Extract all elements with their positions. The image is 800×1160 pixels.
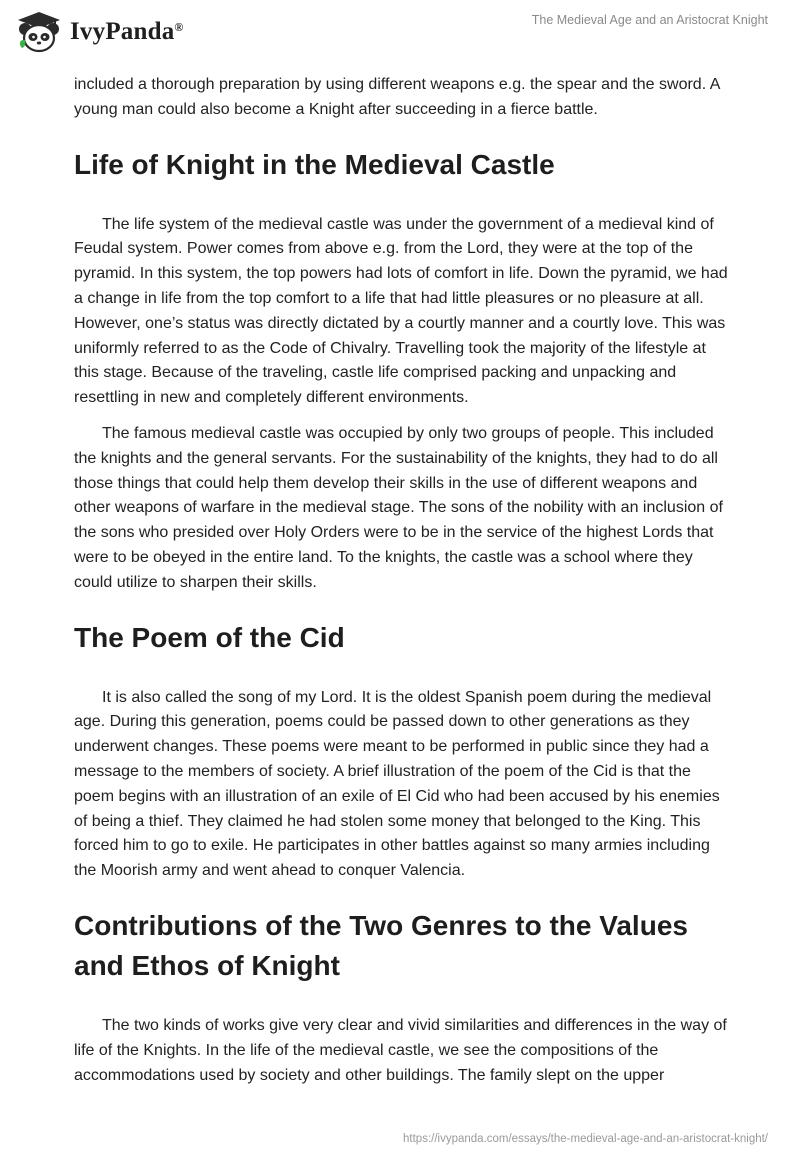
- registered-mark: ®: [174, 20, 184, 34]
- panda-logo-icon: [14, 10, 64, 54]
- document-title: The Medieval Age and an Aristocrat Knight: [531, 13, 768, 27]
- intro-paragraph: included a thorough preparation by using different weapons e.g. the spear and the sword. A young man could also become a Knight after succeeding in a fierce battle.: [74, 76, 720, 118]
- paragraph: The life system of the medieval castle was under the government of a medieval kind of Feudal system. Power comes from above e.g. from the Lord, they were at the top of the pyramid. In this system, the top powers had lots of comfort in life. Down the pyramid, we had a change in life from the top comfort to a life that had little pleasures or no pleasure at all. However, one’s status was directly dictated by a courtly manner and a courtly love. This was uniformly referred to as the Code of Chivalry. Travelling took the majority of the lifestyle at this stage. Because of the traveling, castle life comprised packing and unpacking and resettling in new and completely different environments.: [74, 215, 728, 407]
- paragraph: The two kinds of works give very clear and vivid similarities and differences in the way of life of the Knights. In the life of the medieval castle, we see the compositions of the accommodations used by society and other buildings. The family slept on the upper: [74, 1016, 727, 1084]
- footer-url-link[interactable]: https://ivypanda.com/essays/the-medieval-age-and-an-aristocrat-knight/: [403, 1133, 768, 1145]
- section-heading-poem-of-cid: The Poem of the Cid: [74, 621, 345, 653]
- essay-content: [74, 73, 734, 1099]
- paragraph: The famous medieval castle was occupied by only two groups of people. This included the knights and the general servants. For the sustainability of the knights, they had to do all those things that could help them develop their skills in the use of different weapons and other weapons of warfare in the medieval stage. The sons of the nobility with an inclusion of the sons who presided over Holy Orders were to be in the service of the highest Lords that were to be obeyed in the entire land. To the knights, the castle was a school where they could utilize to sharpen their skills.: [74, 424, 723, 591]
- paragraph: It is also called the song of my Lord. It is the oldest Spanish poem during the medieval age. During this generation, poems could be passed down to other generations as they underwent changes. These poems were meant to be performed in public since they had a message to the members of society. A brief illustration of the poem of the Cid is that the poem begins with an illustration of an exile of El Cid who had been accused by his enemies of being a thief. They claimed he had stolen some money that belonged to the King. This forced him to go to exile. He participates in other battles against so many armies including the Moorish army and went ahead to conquer Valencia.: [74, 688, 720, 880]
- ivypanda-logo[interactable]: [14, 10, 184, 54]
- page-header: [0, 0, 800, 64]
- section-heading-castle-life: Life of Knight in the Medieval Castle: [74, 148, 555, 180]
- brand-name: IvyPanda®: [70, 18, 184, 45]
- section-heading-contributions: Contributions of the Two Genres to the Values and Ethos of Knight: [74, 909, 688, 981]
